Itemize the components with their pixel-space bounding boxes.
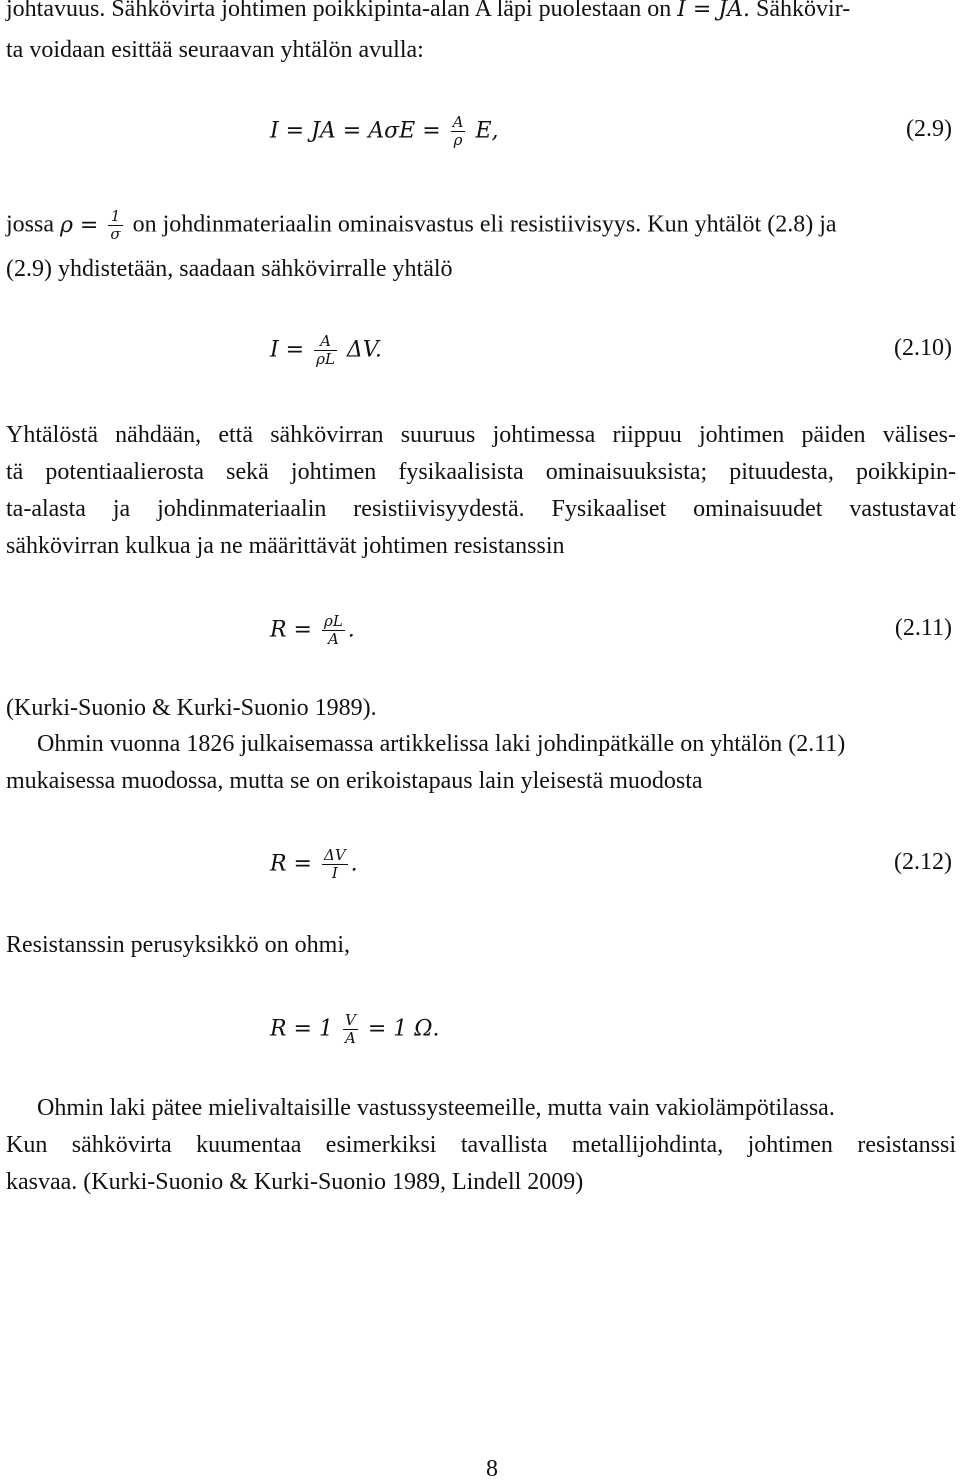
equation-lhs: R = 1 (270, 1016, 333, 1042)
equation-tail: . (350, 851, 358, 877)
fraction-numerator: ρL (324, 612, 343, 630)
inline-equation: I = JA. (677, 0, 751, 22)
paragraph-line: tä potentiaalierosta sekä johtimen fysikaalisista ominaisuuksista; pituudesta, poikkipin- (6, 459, 956, 485)
text-line-3: on johdinmateriaalin ominaisvastus eli resistiivisyys. Kun yhtälöt (2.8) ja (132, 211, 837, 238)
fraction-denominator: ρ (453, 131, 463, 149)
equation-ohm-unit (270, 1012, 439, 1047)
paragraph-line: Kun sähkövirta kuumentaa esimerkiksi tavallista metallijohdinta, johtimen resistanssi (6, 1132, 956, 1158)
rho-definition (60, 207, 133, 243)
text-line (6, 208, 837, 243)
paragraph-line: mukaisessa muodossa, mutta se on erikoistapaus lain yleisestä muodosta (6, 768, 703, 794)
fraction (451, 114, 466, 149)
fraction-denominator: ρL (316, 350, 335, 368)
fraction (322, 613, 345, 648)
fraction (343, 1012, 358, 1047)
equation-tail: . (347, 617, 355, 643)
equation-lhs: I = (270, 337, 305, 363)
paragraph-line: ta-alasta ja johdinmateriaalin resistiivisyydestä. Fysikaaliset ominaisuudet vastustavat (6, 496, 956, 522)
equation-lhs: ρ = (60, 212, 99, 238)
fraction-denominator: A (327, 630, 339, 648)
text-line-2: ta voidaan esittää seuraavan yhtälön avulla: (6, 37, 424, 63)
text-line-1b: Sähkövir- (756, 0, 851, 22)
equation-2-10 (270, 333, 382, 368)
equation-number: (2.9) (906, 116, 952, 142)
equation-tail: E, (475, 118, 499, 144)
paragraph-line: Resistanssin perusyksikkö on ohmi, (6, 932, 351, 958)
equation-lhs: I = JA = AσE = (270, 118, 441, 144)
paragraph-line: kasvaa. (Kurki-Suonio & Kurki-Suonio 1989, Lindell 2009) (6, 1169, 584, 1195)
paragraph-line: sähkövirran kulkua ja ne määrittävät johtimen resistanssin (6, 533, 565, 559)
equation-lhs: R = (270, 851, 312, 877)
text-line (6, 0, 850, 25)
fraction (322, 847, 348, 882)
equation-number: (2.11) (894, 615, 952, 641)
page-number: 8 (486, 1456, 498, 1482)
equation-tail: ΔV. (346, 337, 382, 363)
equation-2-12 (270, 847, 358, 882)
fraction (108, 208, 122, 243)
text-line (6, 35, 424, 65)
paragraph-line: Ohmin vuonna 1826 julkaisemassa artikkelissa laki johdinpätkälle on yhtälön (2.11) (37, 731, 846, 757)
fraction-numerator: ΔV (324, 846, 346, 864)
equation-number: (2.10) (894, 335, 952, 361)
fraction-numerator: V (344, 1011, 356, 1029)
fraction (314, 333, 337, 368)
fraction-denominator: A (344, 1029, 356, 1047)
paragraph-line: Yhtälöstä nähdään, että sähkövirran suuruus johtimessa riippuu johtimen päiden välises- (6, 422, 956, 448)
text-line-4: (2.9) yhdistetään, saadaan sähkövirralle yhtälö (6, 256, 453, 282)
text-jossa: jossa (6, 211, 54, 238)
equation-2-11 (270, 613, 355, 648)
equation-tail: = 1 Ω. (367, 1016, 440, 1042)
equation-lhs: R = (270, 617, 312, 643)
fraction-numerator: 1 (108, 208, 122, 226)
fraction-numerator: A (314, 333, 337, 351)
fraction-denominator: I (331, 864, 338, 882)
equation-2-9 (270, 114, 499, 149)
paragraph-line: (Kurki-Suonio & Kurki-Suonio 1989). (6, 695, 377, 721)
text-line (6, 254, 453, 284)
fraction-denominator: σ (110, 225, 121, 243)
equation-number: (2.12) (894, 849, 952, 875)
text-line-1: johtavuus. Sähkövirta johtimen poikkipinta-alan A läpi puolestaan on (6, 0, 672, 22)
paragraph-line: Ohmin laki pätee mielivaltaisille vastussysteemeille, mutta vain vakiolämpötilassa. (37, 1095, 835, 1121)
fraction-numerator: A (452, 113, 464, 131)
